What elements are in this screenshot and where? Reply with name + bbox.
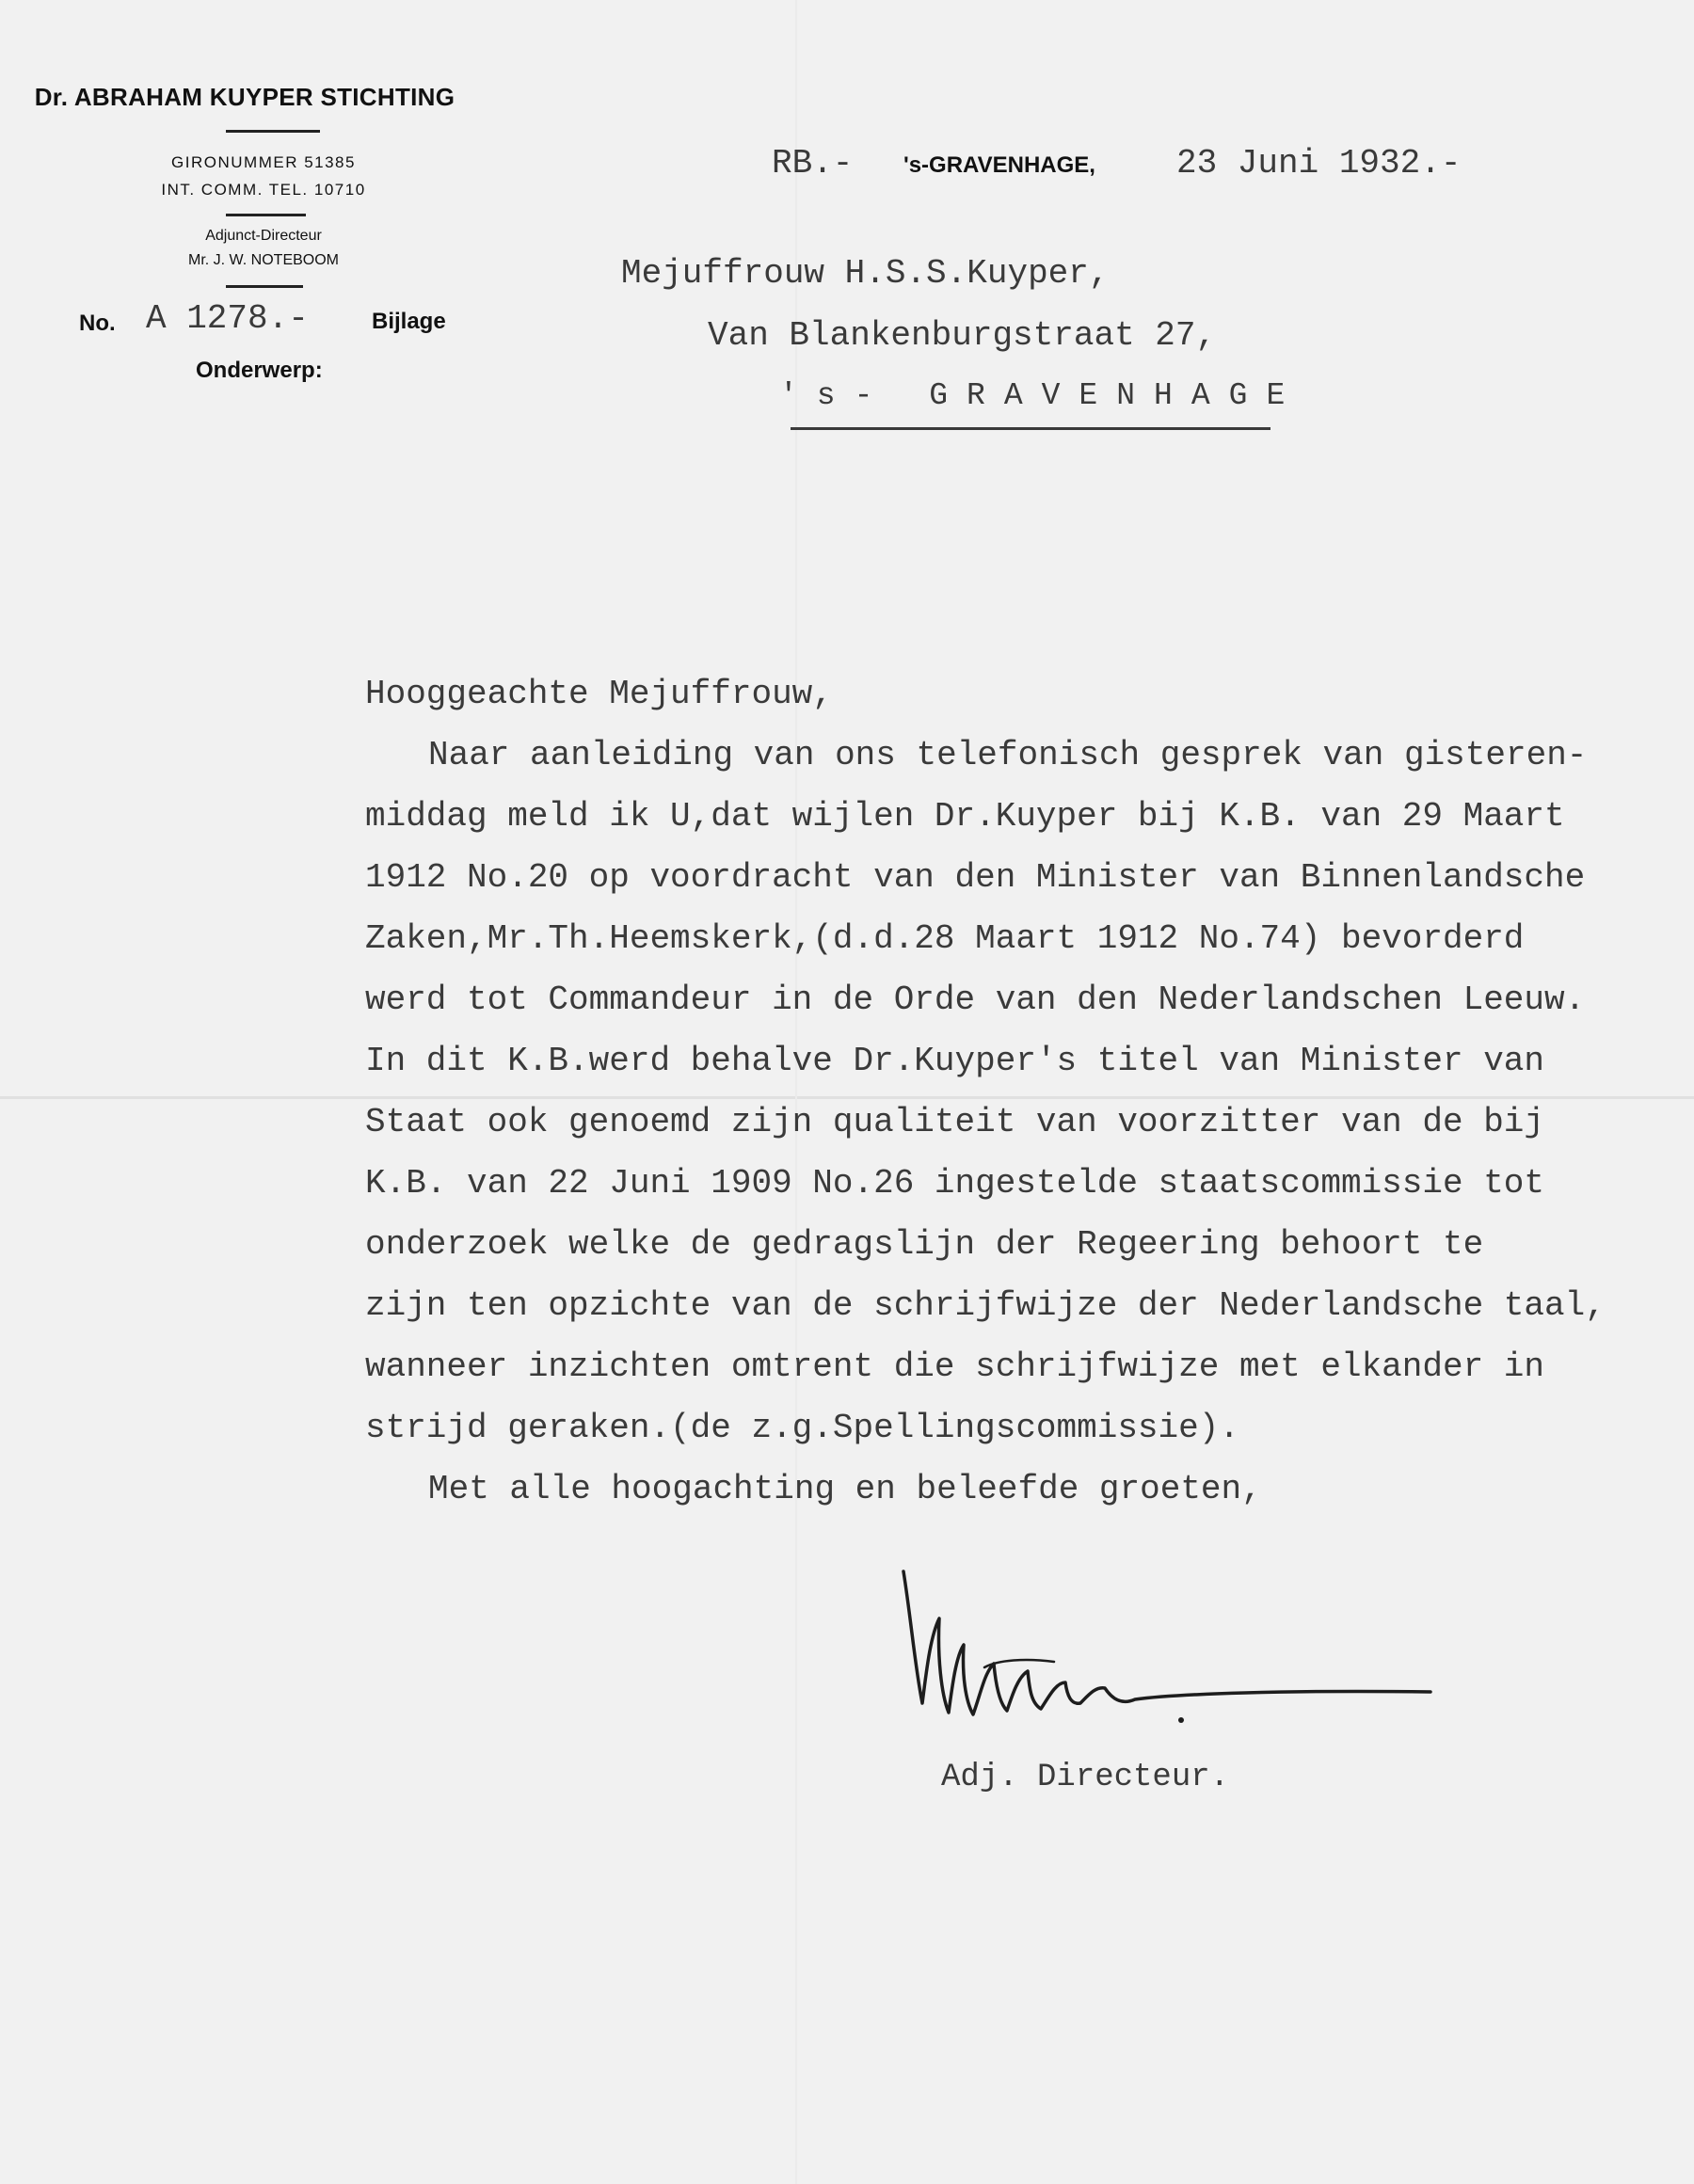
organization-name: Dr. ABRAHAM KUYPER STICHTING [34,83,455,111]
subject-label: Onderwerp: [196,358,323,383]
handwritten-signature [894,1562,1449,1750]
letterhead-rule [226,214,306,216]
letter-body [365,663,1683,1520]
salutation: Hooggeachte Mejuffrouw, [365,675,833,713]
adjunct-role: Adjunct-Directeur [205,228,322,244]
reference-code: RB.- [772,144,854,183]
signatory-title: Adj. Directeur. [941,1760,1230,1795]
body-line: K.B. van 22 Juni 1909 No.26 ingestelde staatscommissie tot [365,1164,1545,1203]
address-underline [791,427,1270,430]
letter-date: 23 Juni 1932.- [1176,144,1462,183]
closing: Met alle hoogachting en beleefde groeten, [428,1470,1262,1508]
number-value: A 1278.- [146,299,309,338]
giro-number: GIRONUMMER 51385 [171,153,356,171]
body-line: middag meld ik U,dat wijlen Dr.Kuyper bij K.B. van 29 Maart [365,797,1565,836]
letterhead-rule [226,285,303,288]
body-line: 1912 No.20 op voordracht van den Minister van Binnenlandsche [365,858,1586,897]
body-line: Staat ook genoemd zijn qualiteit van voorzitter van de bij [365,1103,1545,1141]
body-line: Zaken,Mr.Th.Heemskerk,(d.d.28 Maart 1912 No.74) bevorderd [365,919,1525,958]
adjunct-name: Mr. J. W. NOTEBOOM [188,252,339,268]
recipient-name: Mejuffrouw H.S.S.Kuyper, [621,254,1110,293]
header-city: 's-GRAVENHAGE, [903,152,1095,178]
body-line: werd tot Commandeur in de Orde van den Nederlandschen Leeuw. [365,980,1586,1019]
recipient-street: Van Blankenburgstraat 27, [708,316,1217,355]
number-label: No. [79,311,116,336]
body-line: In dit K.B.werd behalve Dr.Kuyper's titel van Minister van [365,1042,1545,1080]
telephone-number: INT. COMM. TEL. 10710 [161,181,366,199]
body-line: Naar aanleiding van ons telefonisch gesprek van gisteren- [428,736,1588,774]
recipient-city: 's- GRAVENHAGE [779,378,1304,413]
body-line: onderzoek welke de gedragslijn der Regeering behoort te [365,1225,1484,1264]
body-line: strijd geraken.(de z.g.Spellingscommissie). [365,1409,1239,1447]
body-line: zijn ten opzichte van de schrijfwijze der Nederlandsche taal, [365,1286,1606,1325]
body-line: wanneer inzichten omtrent die schrijfwijze met elkander in [365,1347,1545,1386]
attachment-label: Bijlage [372,309,446,334]
letterhead-rule [226,130,320,133]
